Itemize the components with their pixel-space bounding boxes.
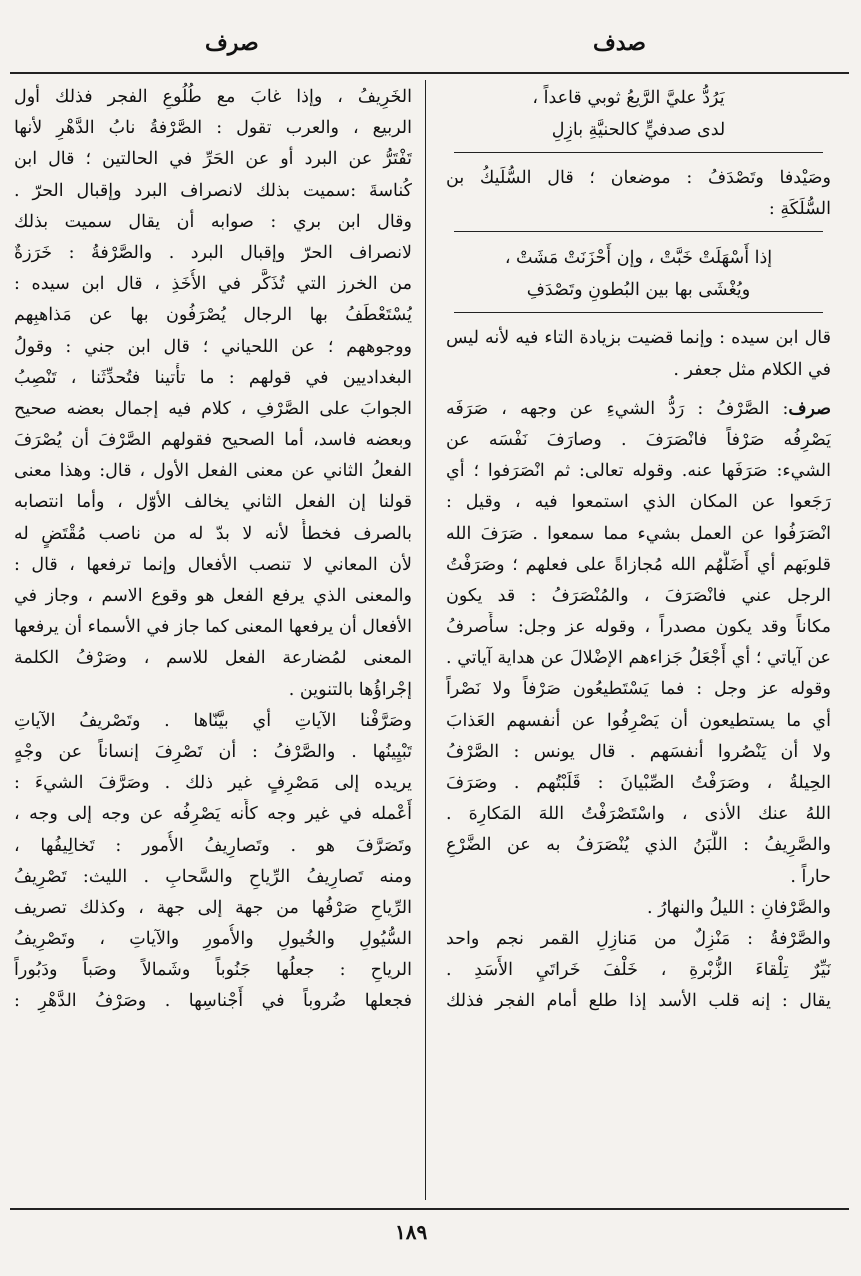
verse-separator <box>454 152 823 153</box>
verse-separator <box>454 312 823 313</box>
text-line: قلوبَهم أي أَضَلَّهُم الله مُجازاةً على فعلهم ؛ وصَرَفْتُ <box>446 554 831 575</box>
text-line: رَجَعوا عن المكان الذي استمعوا فيه ، وقيل : <box>446 492 831 513</box>
text-line: من الخرز التي تُذَكَّر في الأُخَذِ ، قال ابن سيده : <box>14 274 412 295</box>
text-line: يُسْتَعْطَفُ بها الرجال يُصْرَفُون بها عن مَذاهبِهم <box>14 305 412 326</box>
text-line: البغداديين في قولهم : ما تأْتينا فتُحدِّثَنا ، تَنْصِبُ <box>14 367 412 388</box>
text-line: أي ما يستطيعون أن يَصْرِفُوا عن أنفسهم العَذابَ <box>446 710 831 731</box>
text-line: يريده إلى مَصْرِفٍ غير ذلك . وصَرَّفَ الشيءَ : <box>14 773 412 794</box>
text-line: الخَرِيفُ ، وإذا غابَ مع طُلُوعِ الفجر فذلك أول <box>14 87 412 107</box>
text-line: الرِّياحِ صَرْفُها من جهة إلى جهة ، وكذلك تصريف <box>14 897 412 918</box>
text-line: في الكلام مثل جعفر . <box>673 359 831 380</box>
verse-separator <box>454 231 823 232</box>
text-line: الأفعال أن يرفعها المعنى كما جاز في الأسماء أن يرفعها <box>14 617 412 638</box>
text-line: ومنه تَصارِيفُ الرِّياحِ والسَّحابِ . الليث: تَصْرِيفُ <box>14 866 412 887</box>
text-line: أَعْمله في غير وجه كأَنه يَصْرِفُه عن وجه إلى وجه ، <box>14 804 412 825</box>
text-line: حاراً . <box>790 866 831 887</box>
footer-rule <box>10 1208 849 1210</box>
verse-line: إذا أَسْهَلَتْ خَبَّتْ ، وإن أَحْزَنَتْ مَشَتْ ، <box>504 248 773 269</box>
text-line: الجوابَ على الصَّرْفِ ، كلام فيه إجمال بعضه صحيح <box>14 398 412 419</box>
text-line: فجعلها ضُروباً في أَجْناسِها . وصَرْفُ الدَّهْرِ : <box>14 991 412 1012</box>
text-line: والصَّرْفانِ : الليلُ والنهارُ . <box>646 897 831 918</box>
text-line: الرجل عني فانْصَرَفَ ، والمُنْصَرَفُ : قد يكون <box>446 585 831 606</box>
text-line: الحِيلةُ ، وصَرَفْتُ الصِّبْيانَ : قَلَبْتُهم . وصَرَفَ <box>446 773 831 793</box>
verse-line: يَرُدُّ عليَّ الرَّيعُ ثوبي قاعداً ، <box>532 88 725 108</box>
text-line: السُّلَكَةِ : <box>768 199 831 220</box>
right-column <box>446 82 831 1202</box>
text-line: الشيء: صَرَفَها عنه. وقوله تعالى: ثم انْصَرَفوا ؛ أي <box>446 461 831 482</box>
text-line: ولا أن يَنْصُروا أنفسَهم . قال يونس : الصَّرْفُ <box>446 741 831 762</box>
entry-first-line <box>446 394 831 425</box>
header-keyword-left: صرف <box>205 30 259 56</box>
text-line: والصَّرْفةُ : مَنْزِلٌ من مَنازِلِ القمر نجم واحد <box>446 928 831 949</box>
header-rule <box>10 72 849 74</box>
text-line: قال ابن سيده : وإنما قضيت بزيادة التاء فيه لأنه ليس <box>446 328 831 349</box>
text-line: وتَصَرَّفَ هو . وتَصارِيفُ الأُمور : تَخالِيفُها ، <box>14 835 412 856</box>
text-line: اللهُ عنك الأذى ، واسْتَصْرَفْتُ اللهَ المَكارِهَ . <box>446 804 831 825</box>
text-line: وقال ابن بري : صوابه أن يقال سميت بذلك <box>14 211 412 232</box>
text-line: كُناسةَ :سميت بذلك لانصراف البرد وإقبال الحرّ . <box>14 180 412 201</box>
text-line: عن آياتي ؛ أي أَجْعَلُ جَزاءهم الإضْلالَ عن هداية آياتي . <box>446 648 831 669</box>
text-line: والصَّرِيفُ : اللَّبَنُ الذي يُنْصَرَفُ به عن الضَّرْعِ <box>446 835 831 856</box>
page-number: ١٨٩ <box>395 1220 428 1244</box>
text-line: لأن المعاني لا تنصب الأفعال وإنما ترفعها ، قال : <box>14 554 412 575</box>
text-line: قولنا إن الفعل الثاني يخالف الأوّل ، وأما انتصابه <box>14 492 412 513</box>
text-line: نَيِّرٌ تِلْقاءَ الزُّبْرةِ ، خَلْفَ خَراتَيِ الأَسَدِ . <box>446 960 831 981</box>
text-line: إجْراؤُها بالتنوين . <box>288 679 412 700</box>
text-line: يَصْرِفُه صَرْفاً فانْصَرَفَ . وصارَفَ نَفْسَه عن <box>446 429 831 450</box>
header-keyword-right: صدف <box>592 30 646 56</box>
text-line: الربيع ، والعرب تقول : الصَّرْفةُ نابُ الدَّهْرِ لأنها <box>14 118 412 139</box>
text-line: وقوله عز وجل : فما يَسْتَطيعُون صَرْفاً ولا نَصْراً <box>446 679 831 700</box>
text-line: الفعلُ الثاني عن معنى الفعل الأول ، قال: وهذا معنى <box>14 461 412 482</box>
column-divider <box>425 80 426 1200</box>
text-line: وبعضه فاسد، أما الصحيح فقولهم الصَّرْفَ أن يُصْرَفَ <box>14 430 412 451</box>
text-line: والمعنى الذي يرفع الفعل هو وقوع الاسم ، وجاز في <box>14 586 412 606</box>
text-line: تَبْيِينُها . والصَّرْفُ : أن تَصْرِفَ إنساناً عن وجْهٍ <box>14 741 412 762</box>
text-line: ووجوههم ؛ عن اللحياني ؛ قال ابن جني : وقولُ <box>14 336 412 357</box>
left-column <box>14 82 412 1202</box>
text-line: يقال : إنه قلب الأسد إذا طلع أمام الفجر فذلك <box>446 991 831 1012</box>
entry-headword: صرف <box>788 398 831 419</box>
text-line: لانصراف الحرّ وإقبال البرد . والصَّرْفةُ : خَرَزةٌ <box>14 242 412 263</box>
text-line: انْصَرَفُوا عن العمل بشيء مما سمعوا . صَرَفَ الله <box>446 523 831 544</box>
text-line: تَفْتَرُّ عن البرد أو عن الحَرِّ في الحالتين ؛ قال ابن <box>14 149 412 170</box>
verse-line: لدى صدفيٍّ كالحنيَّةِ بازِلِ <box>551 120 726 140</box>
text-line: وصَيْدفا وتَصْدَفُ : موضعان ؛ قال السُّلَيكُ بن <box>446 168 831 188</box>
text-line: مكاناً وقد يكون مصدراً ، وقوله عز وجل: سأَصرفُ <box>446 617 831 638</box>
text-line: الرياحِ : جعلُها جَنُوباً وشَمالاً وصَباً ودَبُوراً <box>14 960 412 981</box>
text-line: السُّيُولِ والخُيولِ والأُمورِ والآياتِ ، وتَصْرِيفُ <box>14 929 412 950</box>
text-line: وصَرَّفْنا الآياتِ أي بيَّنّاها . وتَصْريفُ الآياتِ <box>14 710 412 731</box>
verse-line: ويُغْشَى بها بين البُطونِ وتَصْدَفِ <box>526 280 751 301</box>
text-line: بالصرف فخطأٌ لأنه لا بدّ له من ناصب مُقْتَضٍ له <box>14 523 412 544</box>
text-line: المعنى لمُضارعة الفعل للاسم ، وصَرْفُ الكلمة <box>14 648 412 669</box>
entry-line-text: : الصَّرْفُ : رَدُّ الشيءِ عن وجهه ، صَرَفَه <box>446 398 789 419</box>
